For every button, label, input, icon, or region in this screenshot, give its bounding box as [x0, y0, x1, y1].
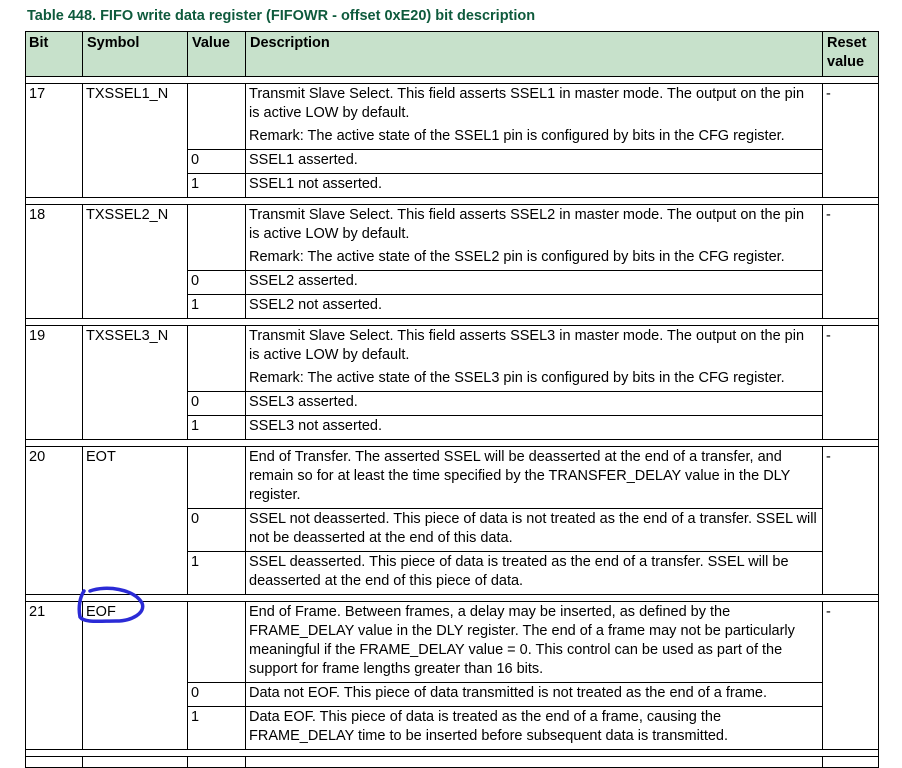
description-cell: [246, 205, 823, 271]
reset-cell: [823, 757, 879, 768]
description-cell: End of Frame. Between frames, a delay may be inserted, as defined by the FRAME_DELAY value in the DLY register. The end of a frame may not be particularly meaningful if the FRAME_DELAY value = 0. This control can be used as part of the support for frame lengths greater than 16 bits.: [246, 602, 823, 683]
value-cell: [188, 602, 246, 683]
symbol-cell: TXSSEL2_N: [83, 205, 188, 319]
reset-cell: -: [823, 205, 879, 319]
header-reset-value: Reset value: [823, 32, 879, 77]
bit-cell: 20: [26, 447, 83, 595]
field-description: Transmit Slave Select. This field asserts SSEL3 in master mode. The output on the pin is active LOW by default.: [249, 328, 805, 363]
value-description-cell: SSEL3 asserted.: [246, 392, 823, 416]
field-remark: Remark: The active state of the SSEL2 pin is configured by bits in the CFG register.: [249, 249, 785, 265]
field-remark: Remark: The active state of the SSEL3 pin is configured by bits in the CFG register.: [249, 370, 785, 386]
table-row: [26, 326, 879, 392]
table-row: [26, 447, 879, 509]
header-bit: Bit: [26, 32, 83, 77]
row-spacer: [26, 319, 879, 326]
value-cell: 1: [188, 295, 246, 319]
description-cell: [246, 757, 823, 768]
row-spacer: [26, 198, 879, 205]
value-cell: [188, 757, 246, 768]
header-symbol: Symbol: [83, 32, 188, 77]
bit-cell: 19: [26, 326, 83, 440]
value-cell: 1: [188, 174, 246, 198]
description-cell: End of Transfer. The asserted SSEL will be deasserted at the end of a transfer, and remain so for at least the time specified by the TRANSFER_DELAY value in the DLY register.: [246, 447, 823, 509]
value-description-cell: SSEL deasserted. This piece of data is treated as the end of a transfer. SSEL will be deasserted at the end of this piece of data.: [246, 552, 823, 595]
header-row: [26, 32, 879, 77]
value-description-cell: Data not EOF. This piece of data transmitted is not treated as the end of a frame.: [246, 683, 823, 707]
table-caption: Table 448. FIFO write data register (FIFOWR - offset 0xE20) bit description: [27, 8, 536, 24]
value-cell: [188, 205, 246, 271]
symbol-cell: [83, 757, 188, 768]
value-cell: 0: [188, 683, 246, 707]
field-description: Transmit Slave Select. This field asserts SSEL1 in master mode. The output on the pin is active LOW by default.: [249, 86, 805, 121]
value-cell: [188, 326, 246, 392]
symbol-cell: TXSSEL3_N: [83, 326, 188, 440]
bit-description-table: [25, 31, 879, 768]
value-description-cell: SSEL3 not asserted.: [246, 416, 823, 440]
table-row: [26, 205, 879, 271]
description-cell: [246, 326, 823, 392]
table-row: [26, 602, 879, 683]
value-cell: 0: [188, 150, 246, 174]
value-description-cell: Data EOF. This piece of data is treated as the end of a frame, causing the FRAME_DELAY time to be inserted before subsequent data is transmitted.: [246, 707, 823, 750]
symbol-cell: EOF: [83, 602, 188, 750]
field-remark: Remark: The active state of the SSEL1 pin is configured by bits in the CFG register.: [249, 128, 785, 144]
symbol-cell: EOT: [83, 447, 188, 595]
row-spacer: [26, 595, 879, 602]
row-spacer: [26, 440, 879, 447]
bit-cell: 18: [26, 205, 83, 319]
bit-cell: 21: [26, 602, 83, 750]
value-cell: [188, 84, 246, 150]
table-row-partial: [26, 757, 879, 768]
value-cell: 0: [188, 392, 246, 416]
header-description: Description: [246, 32, 823, 77]
header-value: Value: [188, 32, 246, 77]
bit-cell: 17: [26, 84, 83, 198]
reset-cell: -: [823, 326, 879, 440]
reset-cell: -: [823, 447, 879, 595]
value-cell: 0: [188, 509, 246, 552]
value-cell: 1: [188, 416, 246, 440]
value-description-cell: SSEL1 asserted.: [246, 150, 823, 174]
value-description-cell: SSEL not deasserted. This piece of data is not treated as the end of a transfer. SSEL will not be deasserted at the end of this data.: [246, 509, 823, 552]
value-cell: 1: [188, 552, 246, 595]
value-cell: 1: [188, 707, 246, 750]
bit-cell: [26, 757, 83, 768]
description-cell: [246, 84, 823, 150]
value-description-cell: SSEL1 not asserted.: [246, 174, 823, 198]
reset-cell: -: [823, 84, 879, 198]
value-description-cell: SSEL2 asserted.: [246, 271, 823, 295]
value-cell: 0: [188, 271, 246, 295]
value-cell: [188, 447, 246, 509]
value-description-cell: SSEL2 not asserted.: [246, 295, 823, 319]
symbol-cell: TXSSEL1_N: [83, 84, 188, 198]
reset-cell: -: [823, 602, 879, 750]
header-spacer: [26, 77, 879, 84]
field-description: Transmit Slave Select. This field asserts SSEL2 in master mode. The output on the pin is active LOW by default.: [249, 207, 805, 242]
table-row: [26, 84, 879, 150]
